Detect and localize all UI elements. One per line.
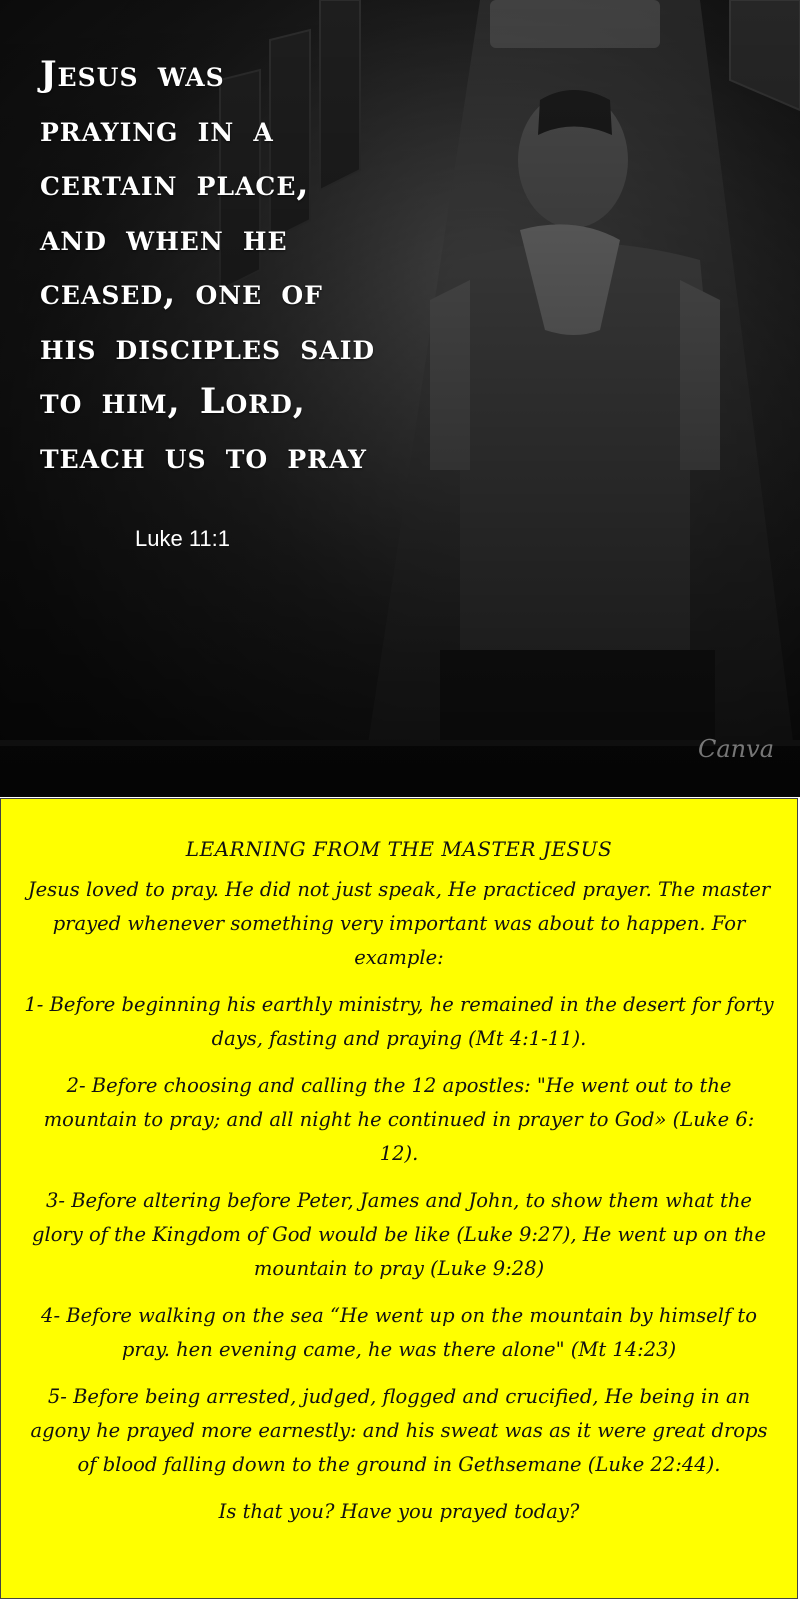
closing-question: Is that you? Have you prayed today?	[218, 1500, 580, 1523]
devotional-panel	[0, 798, 798, 1599]
scripture-reference: Luke 11:1	[135, 526, 231, 551]
intro-paragraph: Jesus loved to pray. He did not just speak, He practiced prayer. The master prayed whenever something very important was about to happen. For example:	[27, 878, 771, 969]
list-item: 2- Before choosing and calling the 12 apostles: "He went out to the mountain to pray; and all night he continued in prayer to God» (Luke 6: 12).	[43, 1074, 755, 1165]
hero-image	[0, 0, 800, 797]
quote-line: certain place,	[40, 163, 310, 204]
list-item: 4- Before walking on the sea “He went up on the mountain by himself to pray. hen evening came, he was there alone" (Mt 14:23)	[41, 1304, 757, 1361]
quote-line: Jesus was	[40, 54, 225, 95]
list-item: 1- Before beginning his earthly ministry, he remained in the desert for forty days, fasting and praying (Mt 4:1-11).	[24, 993, 774, 1050]
panel-heading: LEARNING FROM THE MASTER JESUS	[185, 837, 613, 861]
quote-line: ceased, one of	[40, 272, 323, 313]
quote-line: teach us to pray	[40, 435, 367, 477]
quote-line: and when he	[40, 217, 288, 259]
canva-watermark: Canva	[698, 735, 774, 763]
quote-line: his disciples said	[40, 326, 376, 368]
bible-quote	[40, 48, 440, 484]
list-item: 3- Before altering before Peter, James and John, to show them what the glory of the Kingdom of God would be like (Luke 9:27), He went up on the mountain to pray (Luke 9:28)	[31, 1189, 767, 1280]
list-item: 5- Before being arrested, judged, flogged and crucified, He being in an agony he prayed more earnestly: and his sweat was as it were great drops of blood falling down to the ground in Gethsemane (Luke 22:44).	[30, 1385, 768, 1476]
quote-line: praying in a	[40, 108, 274, 150]
quote-line: to him, Lord,	[40, 381, 306, 422]
